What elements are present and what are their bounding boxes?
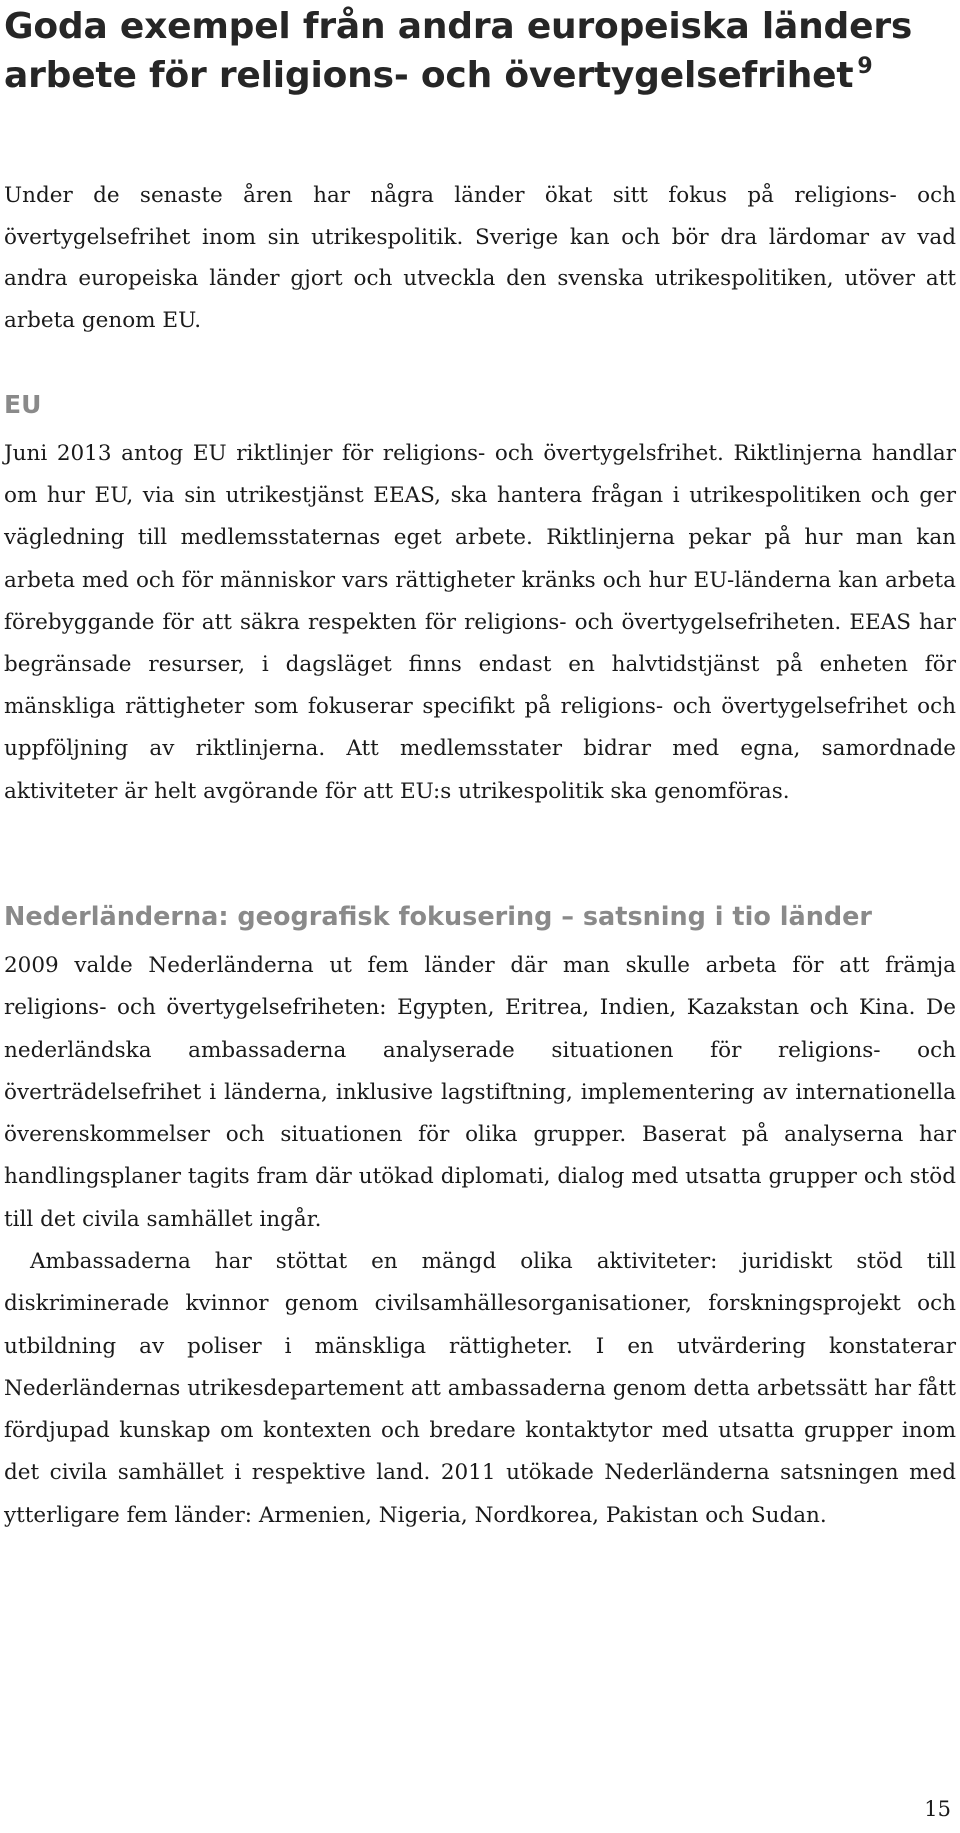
netherlands-paragraph-2: Ambassaderna har stöttat en mängd olika aktiviteter: juridiskt stöd till diskriminerade kvinnor genom civilsamhällesorganisationer, forskningsprojekt och utbildning av poliser i mänskliga rättigheter. I en utvärdering konstaterar Nederländernas utrikesdepartement att ambassaderna genom detta arbetssätt har fått fördjupad kunskap om kontexten och bredare kontaktytor med utsatta grupper inom det civila samhället i respektive land. 2011 utökade Nederländerna satsningen med ytterligare fem länder: Armenien, Nigeria, Nordkorea, Pakistan och Sudan. [4,1249,956,1528]
eu-paragraph: Juni 2013 antog EU riktlinjer för religions- och övertygelsfrihet. Riktlinjerna handlar om hur EU, via sin utrikestjänst EEAS, ska hantera frågan i utrikespolitiken och ger vägledning till medlemsstaternas eget arbete. Riktlinjerna pekar på hur man kan arbeta med och för människor vars rättigheter kränks och hur EU-länderna kan arbeta förebyggande för att säkra respekten för religions- och övertygelsefriheten. EEAS har begränsade resurser, i dagsläget finns endast en halvtidstjänst på enheten för mänskliga rättigheter som fokuserar specifikt på religions- och övertygelsefrihet och uppföljning av riktlinjerna. Att medlemsstater bidrar med egna, samordnade aktiviteter är helt avgörande för att EU:s utrikespolitik ska genomföras. [4,441,956,804]
page-title-text: Goda exempel från andra europeiska länders arbete för religions- och övertygelsefrihet [4,6,913,96]
section-heading-eu: EU [4,390,42,419]
section-heading-netherlands: Nederländerna: geografisk fokusering – satsning i tio länder [4,902,872,932]
page-number: 15 [924,1797,951,1821]
netherlands-paragraph-1: 2009 valde Nederländerna ut fem länder där man skulle arbeta för att främja religions- och övertygelsefriheten: Egypten, Eritrea, Indien, Kazakstan och Kina. De nederländska ambassaderna analyserade situationen för religions- och överträdelsefrihet i länderna, inklusive lagstiftning, implementering av internationella överenskommelser och situationen för olika grupper. Baserat på analyserna har handlingsplaner tagits fram där utökad diplomati, dialog med utsatta grupper och stöd till det civila samhället ingår. [4,953,956,1232]
footnote-marker: 9 [857,54,873,79]
intro-paragraph: Under de senaste åren har några länder ökat sitt fokus på religions- och övertygelsefrihet inom sin utrikespolitik. Sverige kan och bör dra lärdomar av vad andra europeiska länder gjort och utveckla den svenska utrikespolitiken, utöver att arbeta genom EU. [4,183,956,333]
page-title [4,2,954,100]
